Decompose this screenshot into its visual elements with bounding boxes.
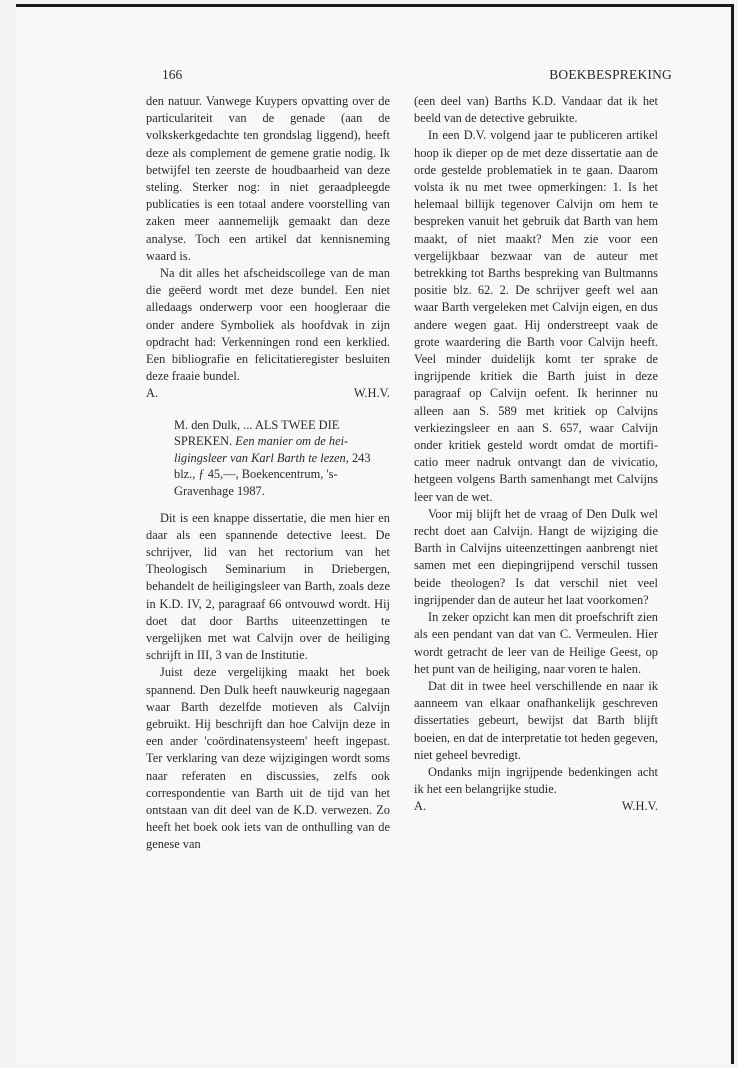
paragraph: In een D.V. volgend jaar te publiceren artikel hoop ik dieper op de met deze dissertatie aan de orde gestelde problematiek in te gaan. Daarom volsta ik nu met twee opmerkingen: 1. Is het helemaal billijk tegenover Calvijn om hem te bespreken vanuit het gebruik dat Barth van hem maakt, of niet maakt? Men zie voor een vergelijkbaar bezwaar van de auteur met betrekking tot Barths bespreking van Bultmanns positie blz. 62. 2. De schrijver geeft wel aan waar Barth vergeleken met Calvijn eigen, en dus andere wegen gaat. Hij onderstreept vaak de grote waardering die Barth voor Calvijn heeft. Veel minder duidelijk komt ter sprake de ingrijpende kritiek die Barth juist in deze paragraaf op Calvijn oefent. Ik herinner nu alleen aan S. 589 met kritiek op Calvijns verkiezingsleer en aan S. 657, waar Calvijn onder kritiek gesteld wordt omdat de mortificatio meer nadruk ontvangt dan de vivicatio, hetgeen volgens Barth samenhangt met Calvijns leer van de wet.	[414, 128, 658, 504]
paragraph: (een deel van) Barths K.D. Vandaar dat ik het beeld van de detective gebruikte.	[414, 94, 658, 126]
signature-initials: W.H.V.	[353, 386, 390, 401]
book-reference	[174, 417, 390, 500]
signature-initials: W.H.V.	[621, 799, 658, 814]
paragraph: den natuur. Vanwege Kuypers opvatting over de particulariteit van de genade (aan de volkskerkgedachte ten grondslag liggend), heeft deze als complement de gemene gratie nodig. Ik betwijfel ten zeerste de houdbaarheid van deze steling. Sterker nog: in niet geraadpleegde publicaties is een totaal andere voorstelling van zaken meer aannemelijk gemaakt dan deze analyse. Toch een artikel dat kennisneming waard is.	[146, 94, 390, 263]
paragraph: Na dit alles het afscheidscollege van de man die geëerd wordt met deze bundel. Een niet alledaags onderwerp voor een hoogleraar die onder andere Symboliek als hoofdvak in zijn opdracht had: Verkenningen rond een kerklied. Een bibliografie en felicitatieregister besluiten deze fraaie bundel.	[146, 266, 390, 384]
reference-author-title: M. den Dulk, ... ALS TWEE DIE SPREKEN.	[174, 417, 340, 449]
page-number: 166	[162, 67, 183, 82]
paragraph: Ondanks mijn ingrijpende bedenkingen acht ik het een belangrijke studie.	[414, 764, 658, 797]
paragraph: Voor mij blijft het de vraag of Den Dulk wel recht doet aan Calvijn. Hangt de wijziging die Barth in Calvijns uiteenzettingen aanbrengt niet samen met een diepingrijpend verschil tussen beide theologen? Is dat verschil niet veel ingrijpender dan de auteur het laat voorkomen?	[414, 506, 658, 607]
paragraph: In zeker opzicht kan men dit proefschrift zien als een pendant van dat van C. Vermeulen. Hier wordt getracht de leer van de Heilige Geest, op het punt van de heiliging, naar voren te halen.	[414, 610, 658, 676]
signature-line	[146, 385, 390, 402]
signature-initial: A.	[414, 799, 427, 814]
paragraph: Dit is een knappe dissertatie, die men hier en daar als een spannende detective leest. De schrijver, lid van het rectorium van het Theologisch Seminarium in Driebergen, behandelt de heiligingsleer van Barth, zoals deze in K.D. IV, 2, paragraaf 66 ontvouwd wordt. Hij doet dat door Barths uiteenzettingen te vergelijken met wat Calvijn over de heiliging schrijft in III, 3 van de Institutie.	[146, 510, 390, 663]
section-title: BOEKBESPREKING	[549, 67, 672, 82]
signature-initial: A.	[146, 386, 159, 401]
paragraph: Dat dit in twee heel verschillende en naar ik aanneem van elkaar onafhankelijk geschreven dissertaties gebeurt, bewijst dat Barth blijft boeien, en dat de interpretatie tot heden gegeven, niet geheel bevredigt.	[414, 678, 658, 762]
left-column	[146, 93, 390, 854]
reference-details: 243 blz., ƒ 45,—, Boekencentrum, 's-Gravenhage 1987.	[174, 450, 371, 499]
right-column	[414, 93, 658, 816]
signature-line	[414, 798, 658, 815]
running-header	[162, 67, 672, 87]
reference-subtitle: Een manier om de heiligingsleer van Karl Barth te lezen,	[174, 434, 349, 465]
paragraph: Juist deze vergelijking maakt het boek spannend. Den Dulk heeft nauwkeurig nagegaan waar Barth dezelfde motieven als Calvijn gebruikt. Hij beschrijft dan hoe Calvijn deze in een ander 'coördinatensysteem' heeft ingepast. Ter verklaring van deze wijzigingen wordt soms naar referaten en discussies, zelfs ook correspondentie van Barth uit de tijd van het ontstaan van dit deel van de K.D. verwezen. Zo heeft het boek ook iets van de onthulling van de genese van	[146, 665, 390, 852]
